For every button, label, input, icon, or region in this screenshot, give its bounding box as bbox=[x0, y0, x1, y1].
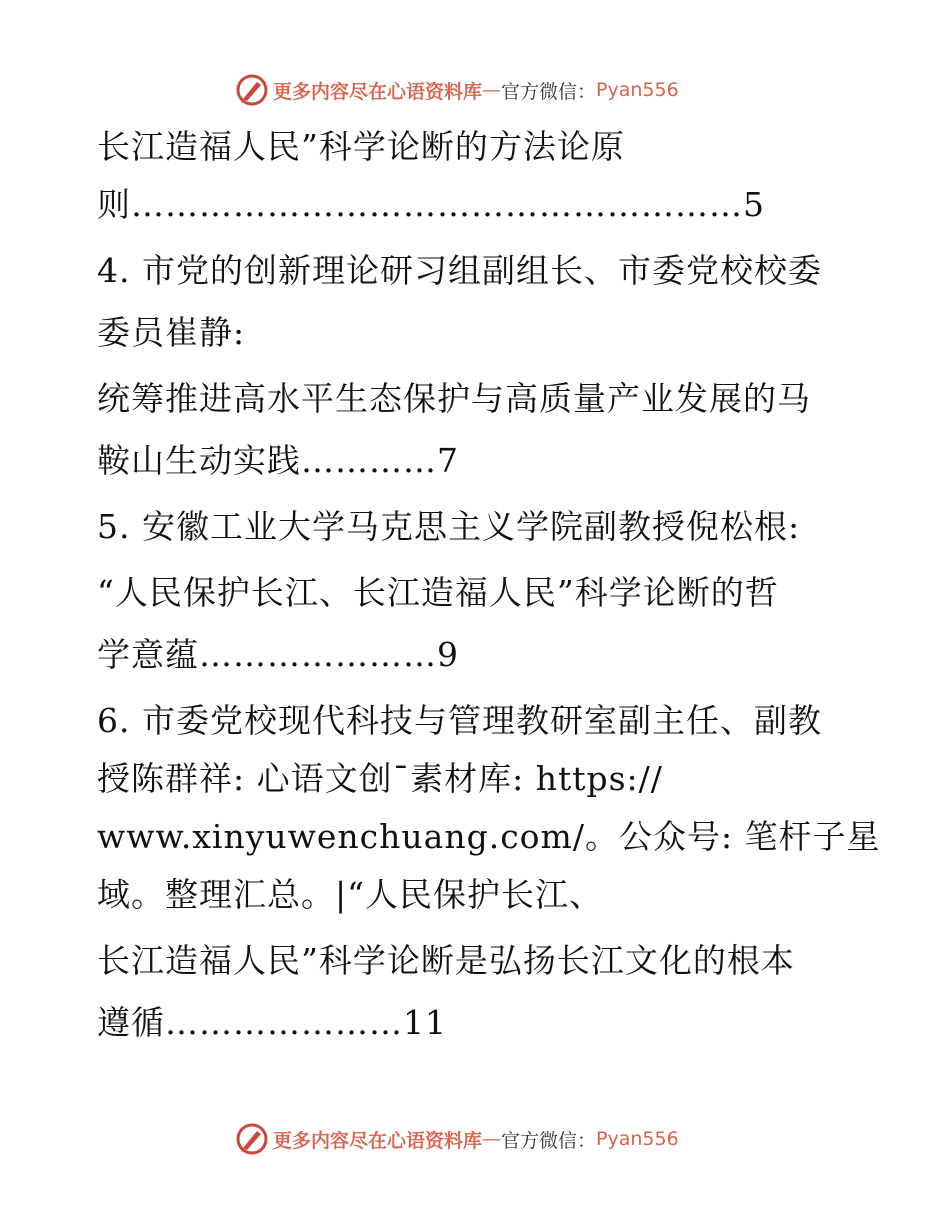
banner-wechat-id: Pyan556 bbox=[596, 1128, 679, 1150]
toc-line: 鞍山生动实践…………7 bbox=[97, 441, 459, 480]
banner-main-text: 更多内容尽在心语资料库 bbox=[273, 1129, 483, 1152]
toc-line: 授陈群祥: 心语文创¯素材库: https:// bbox=[97, 759, 663, 798]
toc-line: 则………………………………………………5 bbox=[97, 185, 765, 224]
banner-label: 官方微信： bbox=[501, 1129, 597, 1152]
toc-line: 统筹推进高水平生态保护与高质量产业发展的马 bbox=[97, 379, 811, 418]
toc-line: “人民保护长江、长江造福人民”科学论断的哲 bbox=[97, 573, 779, 612]
header-banner bbox=[235, 72, 679, 108]
toc-line: 5. 安徽工业大学马克思主义学院副教授倪松根: bbox=[97, 507, 801, 546]
banner-main-text: 更多内容尽在心语资料库 bbox=[273, 80, 483, 103]
banner-dash: — bbox=[482, 79, 502, 101]
banner-label: 官方微信： bbox=[501, 80, 597, 103]
quill-logo-icon bbox=[235, 1122, 269, 1156]
banner-dash: — bbox=[482, 1128, 502, 1150]
toc-line: 遵循…………………11 bbox=[97, 1003, 447, 1042]
banner-wechat-id: Pyan556 bbox=[596, 79, 679, 101]
toc-line: 域。整理汇总。|“人民保护长江、 bbox=[97, 875, 603, 914]
toc-content bbox=[97, 118, 881, 1042]
quill-logo-icon bbox=[235, 73, 269, 107]
footer-banner bbox=[235, 1121, 679, 1157]
toc-line: www.xinyuwenchuang.com/。公众号: 笔杆子星 bbox=[97, 817, 881, 856]
toc-line: 长江造福人民”科学论断是弘扬长江文化的根本 bbox=[97, 941, 795, 980]
toc-line: 长江造福人民”科学论断的方法论原 bbox=[97, 127, 625, 166]
toc-line: 学意蕴…………………9 bbox=[97, 635, 459, 674]
toc-line: 委员崔静: bbox=[97, 313, 246, 352]
toc-line: 6. 市委党校现代科技与管理教研室副主任、副教 bbox=[97, 701, 822, 740]
toc-line: 4. 市党的创新理论研习组副组长、市委党校校委 bbox=[97, 251, 822, 290]
